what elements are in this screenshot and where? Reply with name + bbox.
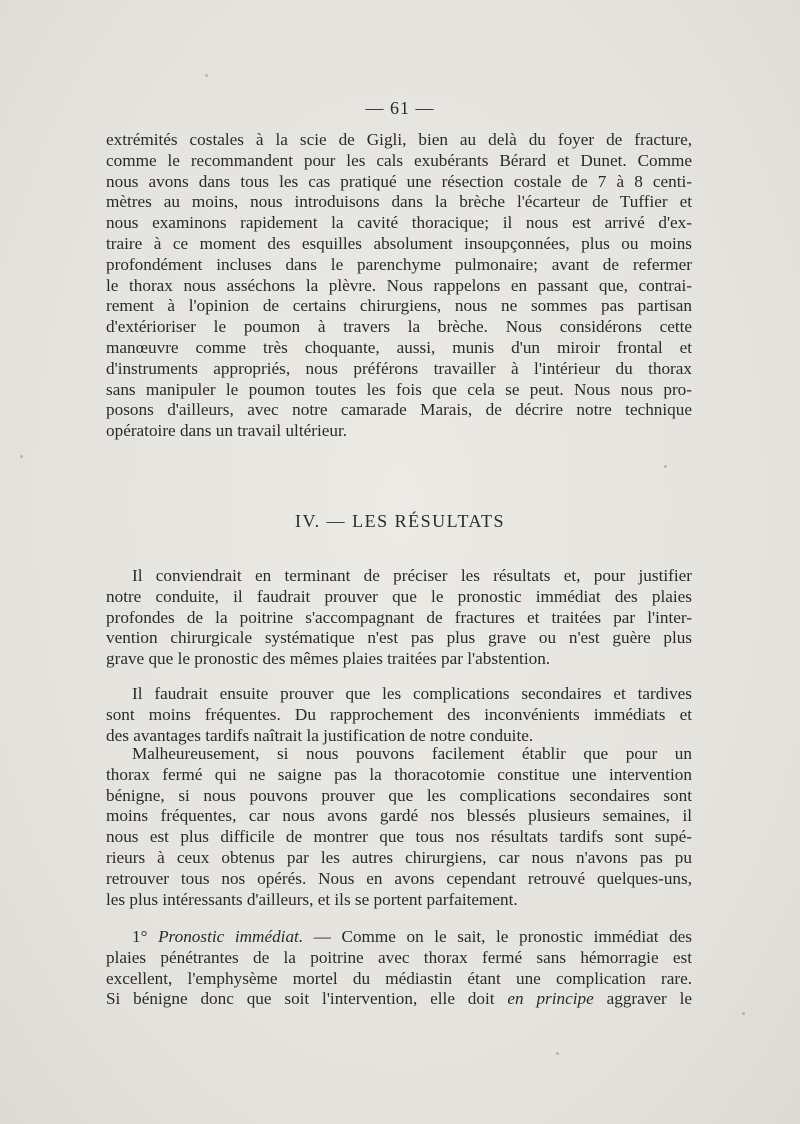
text-line xyxy=(106,989,692,1010)
text-line: le thorax nous asséchons la plèvre. Nous rappelons en passant que, contrai- xyxy=(106,275,692,295)
text-line: extrémités costales à la scie de Gigli, bien au delà du foyer de fracture, xyxy=(106,130,692,149)
paragraph-continuation xyxy=(106,130,692,442)
text-line: comme le recommandent pour les cals exubérants Bérard et Dunet. Comme xyxy=(106,150,692,170)
text-line: Il conviendrait en terminant de préciser les résultats et, pour justifier xyxy=(132,566,692,585)
text-line: mètres au moins, nous introduisons dans la brèche l'écarteur de Tuffier et xyxy=(106,192,692,212)
text-line: les plus intéressants d'ailleurs, et ils se portent parfaitement. xyxy=(106,889,518,909)
text-line: des avantages tardifs naîtrait la justification de notre conduite. xyxy=(106,725,534,745)
paragraph xyxy=(106,684,692,746)
paragraph xyxy=(106,566,692,670)
paragraph xyxy=(106,744,692,910)
paper-speck xyxy=(556,1052,559,1055)
text-line: rement à l'opinion de certains chirurgiens, nous ne sommes pas partisan xyxy=(106,296,692,316)
paper-speck xyxy=(20,455,23,458)
text-line: sans manipuler le poumon toutes les fois que cela se peut. Nous nous pro- xyxy=(106,379,692,399)
list-marker: 1° xyxy=(132,927,159,946)
text-line: opératoire dans un travail ultérieur. xyxy=(106,421,348,441)
text-line: d'instruments appropriés, nous préférons travailler à l'intérieur du thorax xyxy=(106,358,692,378)
text-line: thorax fermé qui ne saigne pas la thoracotomie constitue une intervention xyxy=(106,764,692,784)
section-heading: IV. — LES RÉSULTATS xyxy=(294,511,506,531)
text-line: Il faudrait ensuite prouver que les complications secondaires et tardives xyxy=(132,684,692,703)
text-line: d'extérioriser le poumon à travers la brèche. Nous considérons cette xyxy=(106,317,692,337)
text-fragment: Si bénigne donc que soit l'intervention, elle doit xyxy=(106,989,508,1009)
text-line: rieurs à ceux obtenus par les autres chirurgiens, car nous n'avons pas pu xyxy=(106,847,692,867)
emphasis-text: en principe xyxy=(507,989,594,1009)
paper-speck xyxy=(205,74,208,77)
text-line: moins fréquentes, car nous avons gardé nos blessés plusieurs semaines, il xyxy=(106,806,692,826)
text-fragment: aggraver le xyxy=(593,989,692,1009)
text-line: nous examinons rapidement la cavité thoracique; il nous est arrivé d'ex- xyxy=(106,213,692,233)
text-line: nous avons dans tous les cas pratiqué une résection costale de 7 à 8 centi- xyxy=(106,171,692,191)
subsection-title: Pronostic immédiat. xyxy=(158,927,304,946)
text-line: sont moins fréquentes. Du rapprochement des inconvénients immédiats et xyxy=(106,704,692,724)
text-line: posons d'ailleurs, avec notre camarade Marais, de décrire notre technique xyxy=(106,400,692,420)
text-line: grave que le pronostic des mêmes plaies traitées par l'abstention. xyxy=(106,649,551,669)
text-fragment: — Comme on le sait, le pronostic immédiat des xyxy=(303,927,692,946)
text-line xyxy=(106,927,692,948)
paper-speck xyxy=(664,465,667,468)
text-line: excellent, l'emphysème mortel du médiastin étant une complication rare. xyxy=(106,968,692,988)
text-line: profondes de la poitrine s'accompagnant de fractures et traitées par l'inter- xyxy=(106,607,692,627)
text-line: plaies pénétrantes de la poitrine avec thorax fermé sans hémorragie est xyxy=(106,947,692,967)
text-line: vention chirurgicale systématique n'est pas plus grave ou n'est guère plus xyxy=(106,628,692,648)
text-line: profondément incluses dans le parenchyme pulmonaire; avant de refermer xyxy=(106,254,692,274)
paper-speck xyxy=(742,1012,745,1015)
text-line: Malheureusement, si nous pouvons facilement établir que pour un xyxy=(132,744,692,763)
page-number: — 61 — xyxy=(365,98,435,118)
text-line: nous est plus difficile de montrer que tous nos résultats tardifs sont supé- xyxy=(106,827,692,847)
text-line: notre conduite, il faudrait prouver que le pronostic immédiat des plaies xyxy=(106,586,692,606)
text-line: traire à ce moment des esquilles absolument insoupçonnées, plus ou moins xyxy=(106,233,692,253)
text-line: manœuvre comme très choquante, aussi, munis d'un miroir frontal et xyxy=(106,337,692,357)
text-line: bénigne, si nous pouvons prouver que les complications secondaires sont xyxy=(106,785,692,805)
paragraph xyxy=(106,927,692,1010)
text-line: retrouver tous nos opérés. Nous en avons cependant retrouvé quelques-uns, xyxy=(106,868,692,888)
